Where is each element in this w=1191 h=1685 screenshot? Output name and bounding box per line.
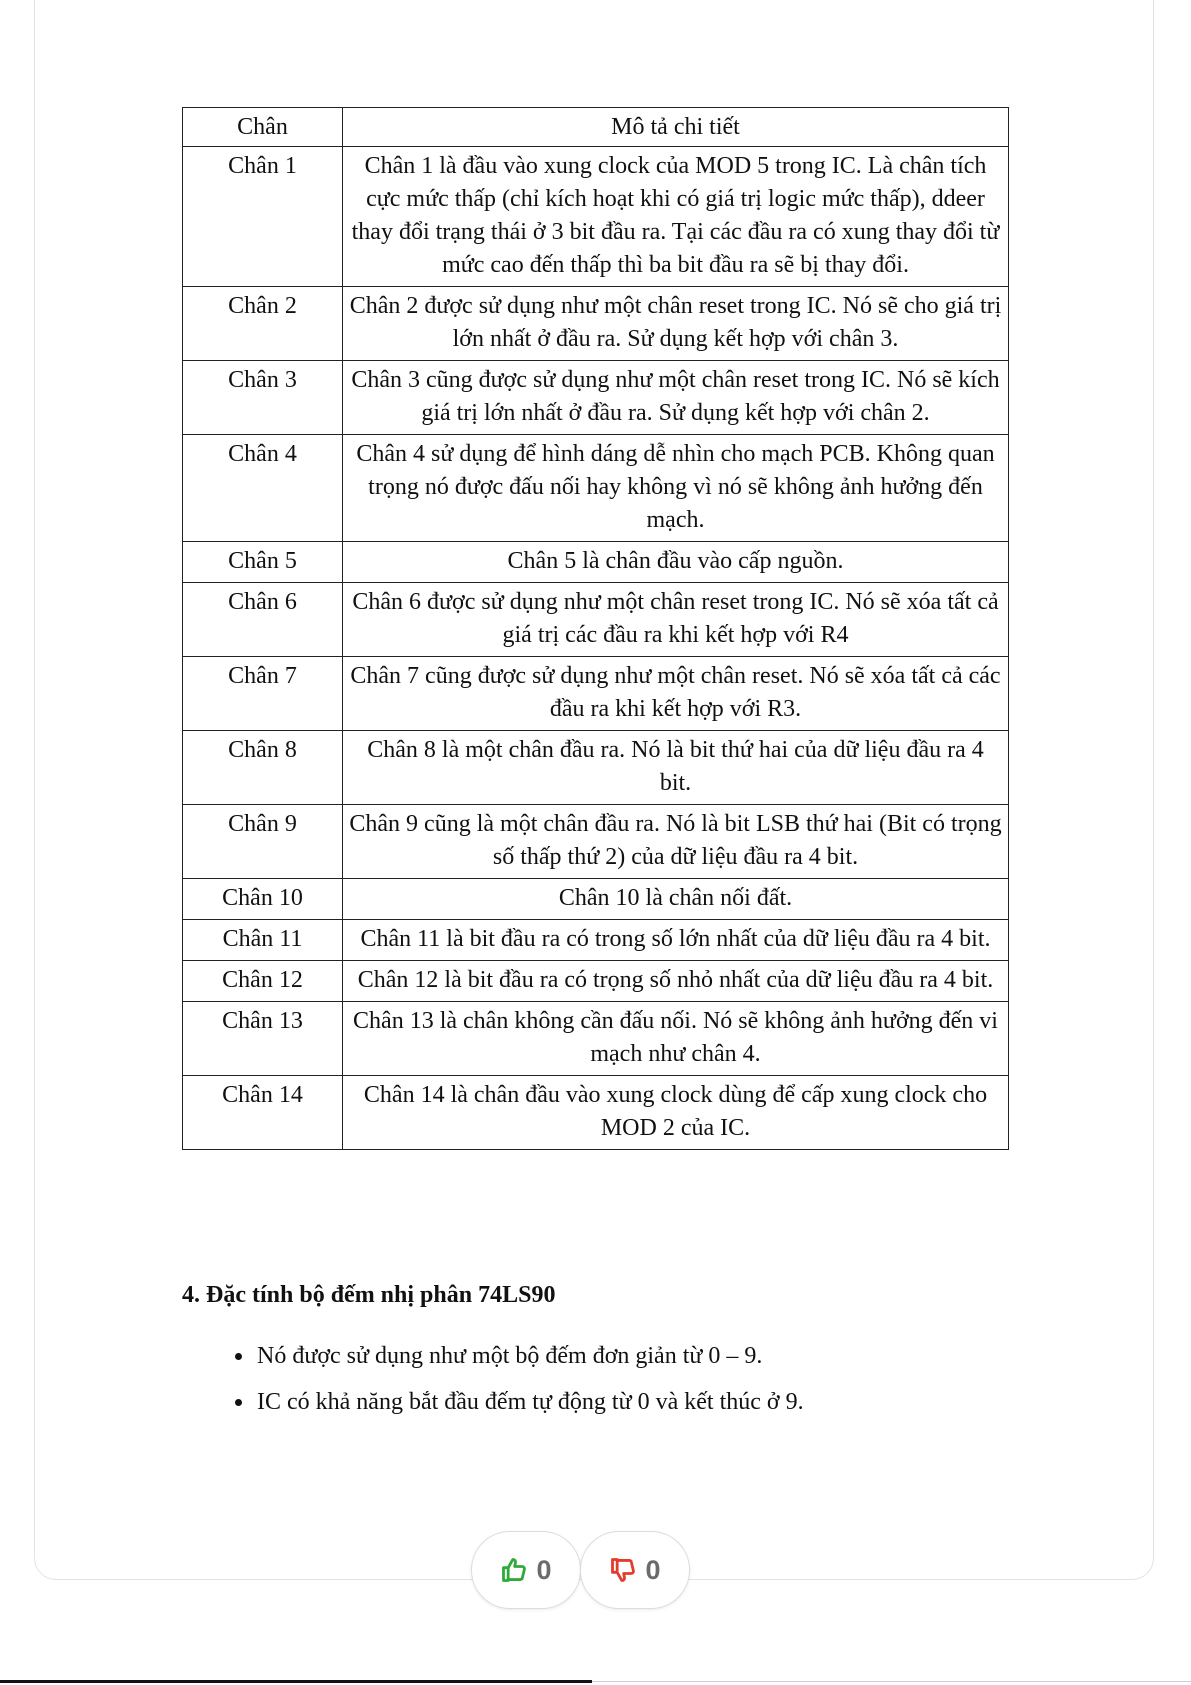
table-row bbox=[183, 542, 1009, 583]
description-cell: Chân 13 là chân không cần đấu nối. Nó sẽ không ảnh hưởng đến vi mạch như chân 4. bbox=[343, 1002, 1009, 1076]
table-row bbox=[183, 147, 1009, 287]
pin-cell: Chân 3 bbox=[183, 361, 343, 435]
description-cell: Chân 11 là bit đầu ra có trong số lớn nhất của dữ liệu đầu ra 4 bit. bbox=[343, 920, 1009, 961]
table-row bbox=[183, 657, 1009, 731]
table-row bbox=[183, 1076, 1009, 1150]
list-item: • IC có khả năng bắt đầu đếm tự động từ 0 và kết thúc ở 9. bbox=[255, 1386, 804, 1419]
description-cell: Chân 7 cũng được sử dụng như một chân reset. Nó sẽ xóa tất cả các đầu ra khi kết hợp với R3. bbox=[343, 657, 1009, 731]
dislike-count: 0 bbox=[645, 1554, 661, 1585]
thumbs-down-icon bbox=[609, 1556, 637, 1584]
dislike-button[interactable] bbox=[580, 1531, 690, 1609]
header-description: Mô tả chi tiết bbox=[343, 108, 1009, 147]
description-cell: Chân 12 là bit đầu ra có trọng số nhỏ nhất của dữ liệu đầu ra 4 bit. bbox=[343, 961, 1009, 1002]
description-cell: Chân 5 là chân đầu vào cấp nguồn. bbox=[343, 542, 1009, 583]
thumbs-up-icon bbox=[500, 1556, 528, 1584]
table-row bbox=[183, 435, 1009, 542]
feature-list bbox=[222, 1340, 804, 1432]
description-cell: Chân 9 cũng là một chân đầu ra. Nó là bit LSB thứ hai (Bit có trọng số thấp thứ 2) của dữ liệu đầu ra 4 bit. bbox=[343, 805, 1009, 879]
like-count: 0 bbox=[536, 1554, 552, 1585]
table-row bbox=[183, 731, 1009, 805]
pin-cell: Chân 2 bbox=[183, 287, 343, 361]
list-item: • Nó được sử dụng như một bộ đếm đơn giản từ 0 – 9. bbox=[255, 1340, 804, 1373]
table-row bbox=[183, 287, 1009, 361]
pin-cell: Chân 13 bbox=[183, 1002, 343, 1076]
section-heading: 4. Đặc tính bộ đếm nhị phân 74LS90 bbox=[182, 1282, 556, 1308]
table-header-row bbox=[183, 108, 1009, 147]
pin-cell: Chân 8 bbox=[183, 731, 343, 805]
pin-cell: Chân 9 bbox=[183, 805, 343, 879]
description-cell: Chân 8 là một chân đầu ra. Nó là bit thứ hai của dữ liệu đầu ra 4 bit. bbox=[343, 731, 1009, 805]
bottom-divider bbox=[0, 1680, 592, 1683]
pin-cell: Chân 6 bbox=[183, 583, 343, 657]
pin-cell: Chân 10 bbox=[183, 879, 343, 920]
pin-cell: Chân 14 bbox=[183, 1076, 343, 1150]
pin-cell: Chân 11 bbox=[183, 920, 343, 961]
table-row bbox=[183, 361, 1009, 435]
pin-description-table bbox=[182, 107, 1009, 1150]
table-row bbox=[183, 961, 1009, 1002]
description-cell: Chân 10 là chân nối đất. bbox=[343, 879, 1009, 920]
description-cell: Chân 4 sử dụng để hình dáng dễ nhìn cho mạch PCB. Không quan trọng nó được đấu nối hay không vì nó sẽ không ảnh hưởng đến mạch. bbox=[343, 435, 1009, 542]
description-cell: Chân 14 là chân đầu vào xung clock dùng để cấp xung clock cho MOD 2 của IC. bbox=[343, 1076, 1009, 1150]
table-row bbox=[183, 1002, 1009, 1076]
table-row bbox=[183, 920, 1009, 961]
pin-cell: Chân 5 bbox=[183, 542, 343, 583]
bottom-divider-light bbox=[592, 1681, 1191, 1682]
like-button[interactable] bbox=[471, 1531, 581, 1609]
description-cell: Chân 1 là đầu vào xung clock của MOD 5 trong IC. Là chân tích cực mức thấp (chỉ kích hoạt khi có giá trị logic mức thấp), ddeer thay đổi trạng thái ở 3 bit đầu ra. Tại các đầu ra có xung thay đổi từ mức cao đến thấp thì ba bit đầu ra sẽ bị thay đổi. bbox=[343, 147, 1009, 287]
header-pin: Chân bbox=[183, 108, 343, 147]
pin-cell: Chân 1 bbox=[183, 147, 343, 287]
description-cell: Chân 3 cũng được sử dụng như một chân reset trong IC. Nó sẽ kích giá trị lớn nhất ở đầu ra. Sử dụng kết hợp với chân 2. bbox=[343, 361, 1009, 435]
description-cell: Chân 2 được sử dụng như một chân reset trong IC. Nó sẽ cho giá trị lớn nhất ở đầu ra. Sử dụng kết hợp với chân 3. bbox=[343, 287, 1009, 361]
pin-cell: Chân 4 bbox=[183, 435, 343, 542]
description-cell: Chân 6 được sử dụng như một chân reset trong IC. Nó sẽ xóa tất cả giá trị các đầu ra khi kết hợp với R4 bbox=[343, 583, 1009, 657]
table-row bbox=[183, 805, 1009, 879]
pin-cell: Chân 12 bbox=[183, 961, 343, 1002]
pin-cell: Chân 7 bbox=[183, 657, 343, 731]
table-row bbox=[183, 583, 1009, 657]
table-row bbox=[183, 879, 1009, 920]
